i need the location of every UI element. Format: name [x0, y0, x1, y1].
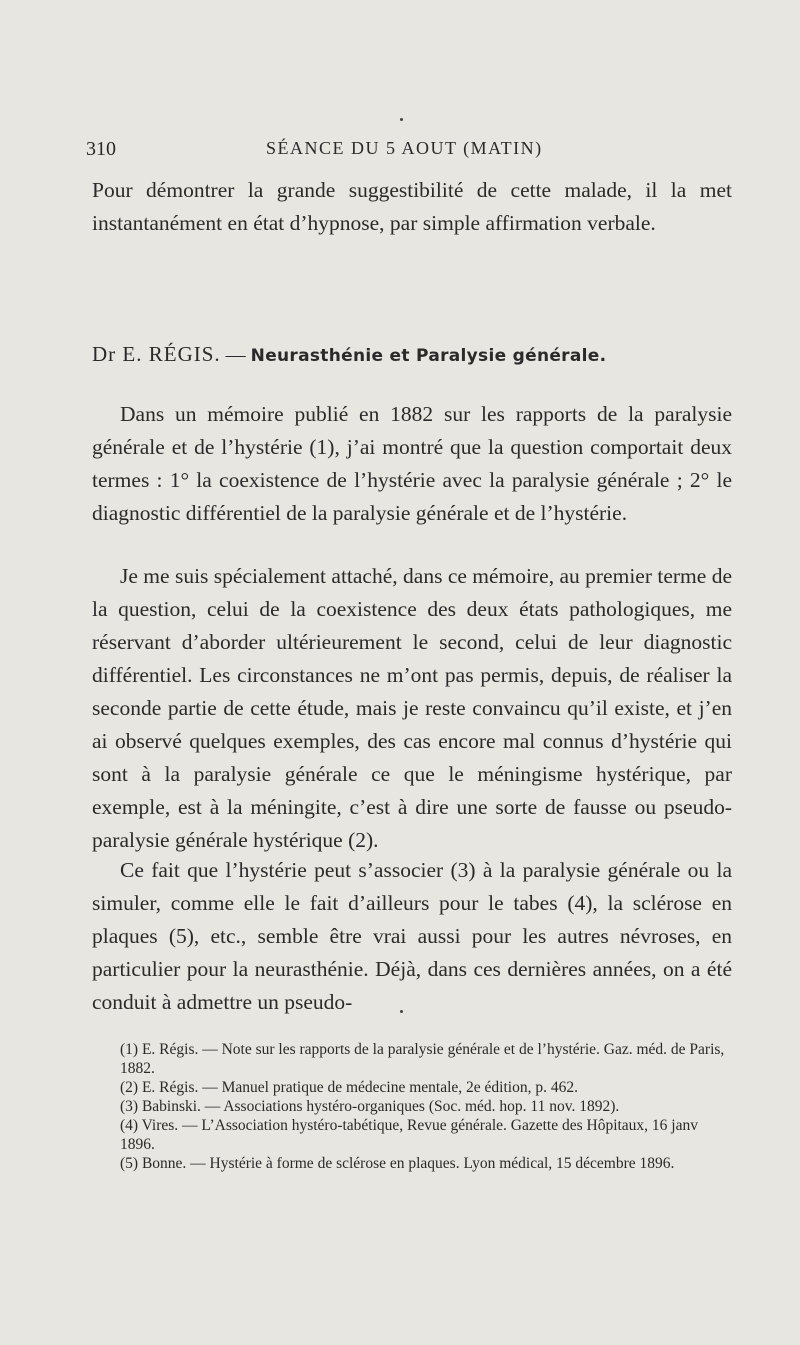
- paragraph-1: Dans un mémoire publié en 1882 sur les rapports de la paralysie générale et de l’hystérie (1), j’ai montré que la question comportait deux termes : 1° la coexistence de l’hystérie avec la paralysie générale ; 2° le diagnostic différentiel de la paralysie générale et de l’hystérie.: [92, 402, 732, 525]
- running-header: [86, 138, 706, 168]
- intro-paragraph: Pour démontrer la grande suggestibilité de cette malade, il la met instantanément en état d’hypnose, par simple affirmation verbale.: [92, 178, 732, 235]
- footnotes: [120, 1040, 732, 1173]
- footnote-1: (1) E. Régis. — Note sur les rapports de la paralysie générale et de l’hystérie. Gaz. méd. de Paris, 1882.: [120, 1041, 725, 1077]
- section-heading: [92, 342, 732, 367]
- section-dash: —: [225, 344, 246, 366]
- footnote-4: (4) Vires. — L’Association hystéro-tabétique, Revue générale. Gazette des Hôpitaux, 16 janv 1896.: [120, 1117, 698, 1153]
- section-author: Dr E. RÉGIS.: [92, 342, 221, 366]
- ink-speck: [400, 118, 403, 121]
- paragraph-3: Ce fait que l’hystérie peut s’associer (3) à la paralysie générale ou la simuler, comme elle le fait d’ailleurs pour le tabes (4), la sclérose en plaques (5), etc., semble être vrai aussi pour les autres névroses, en particulier pour la neurasthénie. Déjà, dans ces dernières années, on a été conduit à admettre un pseudo-: [92, 858, 732, 1014]
- footnote-3: (3) Babinski. — Associations hystéro-organiques (Soc. méd. hop. 11 nov. 1892).: [120, 1098, 620, 1115]
- paragraph-2: Je me suis spécialement attaché, dans ce mémoire, au premier terme de la question, celui de la coexistence des deux états pathologiques, me réservant d’aborder ultérieurement le second, celui de leur diagnostic différentiel. Les circonstances ne m’ont pas permis, depuis, de réaliser la seconde partie de cette étude, mais je reste convaincu qu’il existe, et j’en ai observé quelques exemples, des cas encore mal connus d’hystérie qui sont à la paralysie générale ce que le méningisme hystérique, par exemple, est à la méningite, c’est à dire une sorte de fausse ou pseudo-paralysie générale hystérique (2).: [92, 564, 732, 852]
- section-title: Neurasthénie et Paralysie générale.: [250, 346, 607, 366]
- ink-speck: [400, 1010, 403, 1013]
- footnote-5: (5) Bonne. — Hystérie à forme de sclérose en plaques. Lyon médical, 15 décembre 1896.: [120, 1155, 675, 1172]
- page-number: 310: [86, 138, 116, 160]
- footnote-2: (2) E. Régis. — Manuel pratique de médecine mentale, 2e édition, p. 462.: [120, 1079, 578, 1096]
- header-title: SÉANCE DU 5 AOUT (MATIN): [266, 138, 543, 158]
